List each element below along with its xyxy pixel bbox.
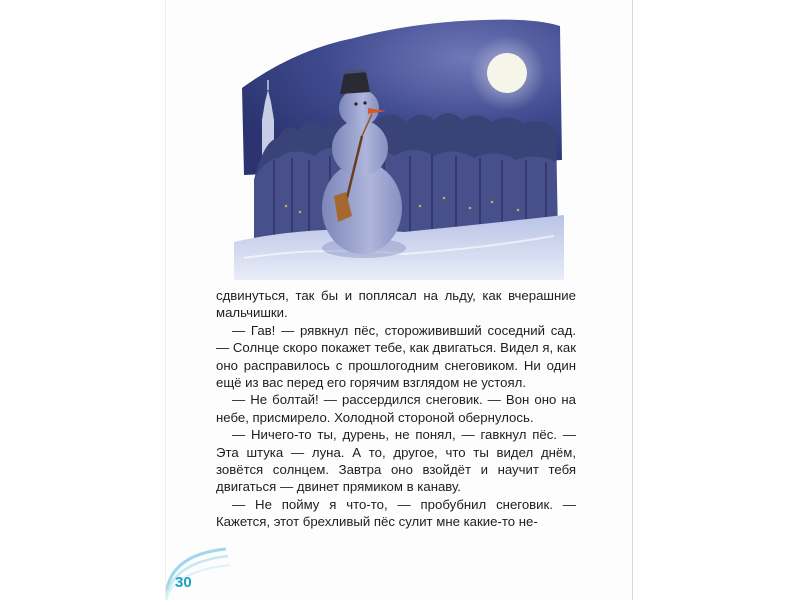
paragraph-1: сдвинуться, так бы и поплясал на льду, как вчерашние мальчишки. <box>216 288 576 321</box>
paragraph-2: — Гав! — рявкнул пёс, сторожививший соседний сад. — Солнце скоро покажет тебе, как двигаться. Видел я, как оно расправилось с прошлогодним снеговиком. Ни один ещё из вас перед его горячим взглядом не устоял. <box>216 322 576 391</box>
paragraph-3: — Не болтай! — рассердился снеговик. — Вон оно на небе, присмирело. Холодной стороной обернулось. <box>216 392 576 425</box>
paragraph-4: — Ничего-то ты, дурень, не понял, — гавкнул пёс. — Эта штука — луна. А то, другое, что ты видел днём, зовётся солнцем. Завтра оно взойдёт и научит тебя двигаться — двинет прямиком в канаву. <box>216 427 576 495</box>
book-page <box>166 0 632 600</box>
story-text <box>216 287 576 531</box>
paragraph-5: — Не пойму я что-то, — пробубнил снеговик. — Кажется, этот брехливый пёс сулит мне какие-то не- <box>216 496 576 530</box>
snowman-illustration <box>234 10 564 280</box>
page-number: 30 <box>175 574 192 591</box>
snowman-moonlit-night-icon <box>234 10 564 280</box>
page-corner-arcs-icon <box>166 545 236 600</box>
